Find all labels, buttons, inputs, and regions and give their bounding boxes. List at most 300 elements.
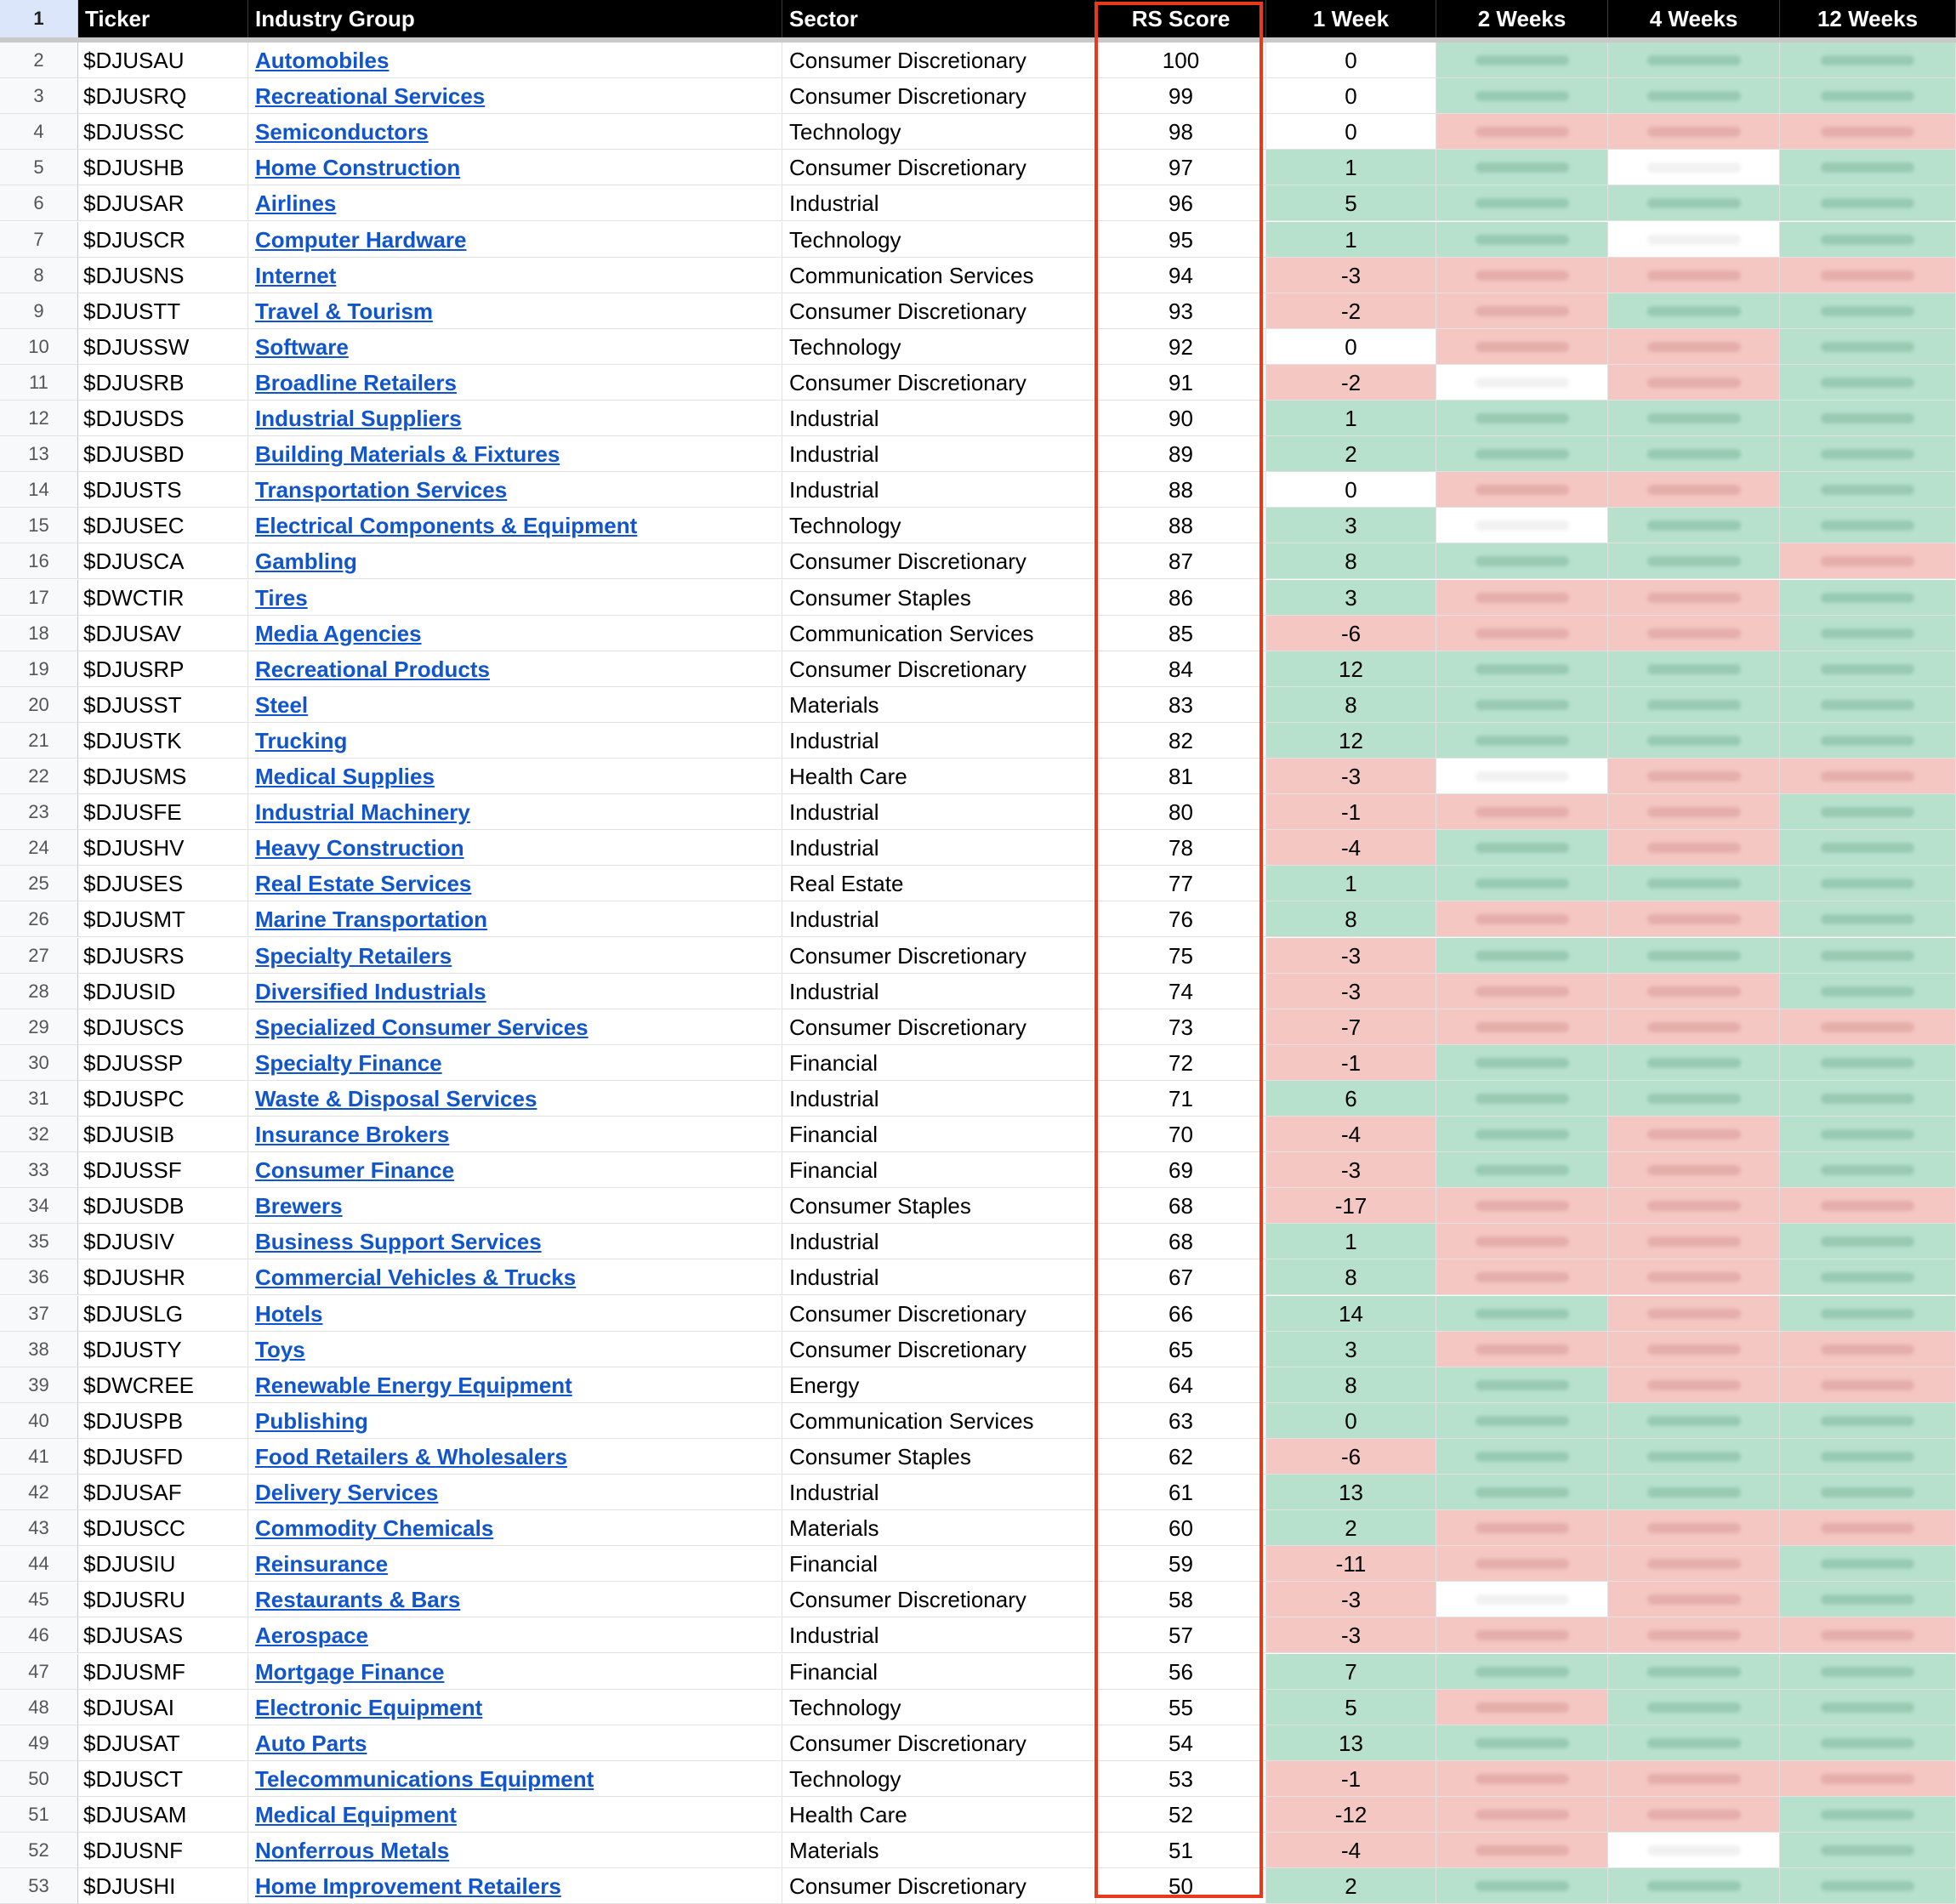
one-week-change-cell[interactable]: 13 [1266,1475,1436,1510]
industry-link[interactable]: Nonferrous Metals [255,1838,450,1863]
four-week-change-cell[interactable] [1608,1654,1780,1690]
one-week-change-cell[interactable]: 2 [1266,436,1436,472]
industry-link[interactable]: Semiconductors [255,119,429,145]
one-week-change-cell[interactable]: -3 [1266,258,1436,293]
two-week-change-cell[interactable] [1436,150,1608,185]
twelve-week-change-cell[interactable] [1780,1797,1956,1833]
row-number[interactable]: 3 [0,78,78,114]
sector-cell[interactable]: Technology [782,1690,1096,1725]
industry-cell[interactable] [248,1224,782,1259]
two-week-change-cell[interactable] [1436,1546,1608,1582]
four-week-change-cell[interactable] [1608,651,1780,687]
two-week-change-cell[interactable] [1436,1439,1608,1475]
twelve-week-change-cell[interactable] [1780,365,1956,401]
industry-link[interactable]: Restaurants & Bars [255,1587,461,1613]
twelve-week-change-cell[interactable] [1780,1117,1956,1152]
sector-cell[interactable]: Consumer Staples [782,1188,1096,1224]
rs-score-cell[interactable]: 94 [1096,258,1266,293]
ticker-cell[interactable]: $DJUSCT [78,1761,248,1797]
sector-cell[interactable]: Consumer Discretionary [782,543,1096,579]
row-number[interactable]: 37 [0,1296,78,1332]
industry-cell[interactable] [248,1546,782,1582]
ticker-cell[interactable]: $DJUSCA [78,543,248,579]
rs-score-cell[interactable]: 76 [1096,901,1266,937]
two-week-change-cell[interactable] [1436,1188,1608,1224]
industry-link[interactable]: Computer Hardware [255,226,467,253]
twelve-week-change-cell[interactable] [1780,1439,1956,1475]
ticker-cell[interactable]: $DJUSAI [78,1690,248,1725]
sector-cell[interactable]: Consumer Staples [782,580,1096,616]
ticker-cell[interactable]: $DJUSAS [78,1617,248,1653]
sector-cell[interactable]: Industrial [782,1475,1096,1510]
twelve-week-change-cell[interactable] [1780,1833,1956,1868]
row-number[interactable]: 12 [0,401,78,436]
industry-link[interactable]: Telecommunications Equipment [255,1765,594,1792]
ticker-cell[interactable]: $DJUSAM [78,1797,248,1833]
four-week-change-cell[interactable] [1608,974,1780,1009]
column-header-12-weeks[interactable]: 12 Weeks [1780,0,1956,37]
column-header-industry[interactable]: Industry Group [248,0,782,37]
four-week-change-cell[interactable] [1608,1690,1780,1725]
industry-cell[interactable] [248,401,782,436]
rs-score-cell[interactable]: 52 [1096,1797,1266,1833]
four-week-change-cell[interactable] [1608,329,1780,365]
sector-cell[interactable]: Industrial [782,974,1096,1009]
four-week-change-cell[interactable] [1608,1475,1780,1510]
one-week-change-cell[interactable]: 0 [1266,1403,1436,1439]
sector-cell[interactable]: Health Care [782,759,1096,794]
two-week-change-cell[interactable] [1436,1833,1608,1868]
sector-cell[interactable]: Financial [782,1045,1096,1081]
sector-cell[interactable]: Technology [782,508,1096,543]
one-week-change-cell[interactable]: -6 [1266,1439,1436,1475]
ticker-cell[interactable]: $DJUSSP [78,1045,248,1081]
twelve-week-change-cell[interactable] [1780,1332,1956,1367]
sector-cell[interactable]: Industrial [782,436,1096,472]
one-week-change-cell[interactable]: -6 [1266,616,1436,651]
twelve-week-change-cell[interactable] [1780,472,1956,508]
industry-link[interactable]: Heavy Construction [255,835,464,861]
row-number[interactable]: 9 [0,293,78,329]
two-week-change-cell[interactable] [1436,794,1608,830]
sector-cell[interactable]: Technology [782,1761,1096,1797]
industry-link[interactable]: Brewers [255,1193,343,1219]
ticker-cell[interactable]: $DJUSIB [78,1117,248,1152]
sector-cell[interactable]: Materials [782,1510,1096,1546]
rs-score-cell[interactable]: 96 [1096,185,1266,221]
two-week-change-cell[interactable] [1436,1224,1608,1259]
industry-link[interactable]: Diversified Industrials [255,978,486,1004]
ticker-cell[interactable]: $DJUSLG [78,1296,248,1332]
ticker-cell[interactable]: $DJUSTT [78,293,248,329]
twelve-week-change-cell[interactable] [1780,436,1956,472]
two-week-change-cell[interactable] [1436,1761,1608,1797]
four-week-change-cell[interactable] [1608,759,1780,794]
sector-cell[interactable]: Consumer Discretionary [782,365,1096,401]
sector-cell[interactable]: Industrial [782,901,1096,937]
one-week-change-cell[interactable]: -3 [1266,938,1436,974]
sector-cell[interactable]: Consumer Discretionary [782,43,1096,78]
industry-link[interactable]: Marine Transportation [255,907,488,933]
industry-link[interactable]: Electrical Components & Equipment [255,513,638,539]
rs-score-cell[interactable]: 67 [1096,1259,1266,1295]
four-week-change-cell[interactable] [1608,543,1780,579]
twelve-week-change-cell[interactable] [1780,1224,1956,1259]
ticker-cell[interactable]: $DJUSCS [78,1009,248,1045]
twelve-week-change-cell[interactable] [1780,974,1956,1009]
rs-score-cell[interactable]: 54 [1096,1725,1266,1761]
row-number[interactable]: 40 [0,1403,78,1439]
two-week-change-cell[interactable] [1436,258,1608,293]
ticker-cell[interactable]: $DJUSES [78,866,248,901]
sector-cell[interactable]: Financial [782,1152,1096,1188]
ticker-cell[interactable]: $DJUSAV [78,616,248,651]
row-number[interactable]: 16 [0,543,78,579]
column-header-sector[interactable]: Sector [782,0,1096,37]
sector-cell[interactable]: Consumer Discretionary [782,1332,1096,1367]
rs-score-cell[interactable]: 95 [1096,222,1266,258]
industry-link[interactable]: Auto Parts [255,1730,367,1756]
industry-link[interactable]: Transportation Services [255,477,508,503]
two-week-change-cell[interactable] [1436,1367,1608,1403]
industry-cell[interactable] [248,723,782,759]
ticker-cell[interactable]: $DJUSTS [78,472,248,508]
four-week-change-cell[interactable] [1608,580,1780,616]
one-week-change-cell[interactable]: -3 [1266,1152,1436,1188]
industry-link[interactable]: Internet [255,262,337,288]
industry-cell[interactable] [248,436,782,472]
sector-cell[interactable]: Industrial [782,723,1096,759]
ticker-cell[interactable]: $DJUSCR [78,222,248,258]
two-week-change-cell[interactable] [1436,293,1608,329]
two-week-change-cell[interactable] [1436,1582,1608,1617]
one-week-change-cell[interactable]: -2 [1266,293,1436,329]
ticker-cell[interactable]: $DJUSID [78,974,248,1009]
four-week-change-cell[interactable] [1608,901,1780,937]
rs-score-cell[interactable]: 99 [1096,78,1266,114]
ticker-cell[interactable]: $DJUSCC [78,1510,248,1546]
sector-cell[interactable]: Industrial [782,1617,1096,1653]
two-week-change-cell[interactable] [1436,687,1608,723]
industry-cell[interactable] [248,1332,782,1367]
ticker-cell[interactable]: $DJUSTY [78,1332,248,1367]
four-week-change-cell[interactable] [1608,436,1780,472]
row-number[interactable]: 50 [0,1761,78,1797]
rs-score-cell[interactable]: 60 [1096,1510,1266,1546]
rs-score-cell[interactable]: 97 [1096,150,1266,185]
one-week-change-cell[interactable]: -1 [1266,1045,1436,1081]
column-header-ticker[interactable]: Ticker [78,0,248,37]
rs-score-cell[interactable]: 82 [1096,723,1266,759]
industry-link[interactable]: Specialty Finance [255,1049,442,1076]
ticker-cell[interactable]: $DJUSNS [78,258,248,293]
industry-link[interactable]: Reinsurance [255,1551,389,1577]
industry-cell[interactable] [248,185,782,221]
rs-score-cell[interactable]: 66 [1096,1296,1266,1332]
industry-link[interactable]: Specialized Consumer Services [255,1014,589,1040]
industry-link[interactable]: Delivery Services [255,1480,439,1505]
twelve-week-change-cell[interactable] [1780,901,1956,937]
four-week-change-cell[interactable] [1608,78,1780,114]
industry-link[interactable]: Electronic Equipment [255,1694,483,1720]
two-week-change-cell[interactable] [1436,901,1608,937]
row-number[interactable]: 18 [0,616,78,651]
row-number[interactable]: 52 [0,1833,78,1868]
row-number[interactable]: 23 [0,794,78,830]
four-week-change-cell[interactable] [1608,1439,1780,1475]
twelve-week-change-cell[interactable] [1780,185,1956,221]
rs-score-cell[interactable]: 71 [1096,1081,1266,1117]
sector-cell[interactable]: Financial [782,1117,1096,1152]
twelve-week-change-cell[interactable] [1780,150,1956,185]
industry-link[interactable]: Medical Equipment [255,1801,457,1827]
ticker-cell[interactable]: $DJUSPC [78,1081,248,1117]
one-week-change-cell[interactable]: -3 [1266,1582,1436,1617]
industry-cell[interactable] [248,1188,782,1224]
sector-cell[interactable]: Industrial [782,830,1096,866]
ticker-cell[interactable]: $DJUSSC [78,114,248,150]
sector-cell[interactable]: Health Care [782,1797,1096,1833]
two-week-change-cell[interactable] [1436,78,1608,114]
ticker-cell[interactable]: $DJUSRS [78,938,248,974]
two-week-change-cell[interactable] [1436,580,1608,616]
twelve-week-change-cell[interactable] [1780,1081,1956,1117]
four-week-change-cell[interactable] [1608,938,1780,974]
two-week-change-cell[interactable] [1436,1868,1608,1904]
row-number[interactable]: 36 [0,1259,78,1295]
one-week-change-cell[interactable]: 7 [1266,1654,1436,1690]
industry-link[interactable]: Building Materials & Fixtures [255,441,560,468]
four-week-change-cell[interactable] [1608,1045,1780,1081]
ticker-cell[interactable]: $DJUSRP [78,651,248,687]
industry-cell[interactable] [248,43,782,78]
column-header-2-weeks[interactable]: 2 Weeks [1436,0,1608,37]
one-week-change-cell[interactable]: 12 [1266,651,1436,687]
one-week-change-cell[interactable]: -3 [1266,759,1436,794]
four-week-change-cell[interactable] [1608,723,1780,759]
industry-cell[interactable] [248,651,782,687]
sector-cell[interactable]: Consumer Discretionary [782,938,1096,974]
industry-link[interactable]: Industrial Machinery [255,799,470,826]
industry-link[interactable]: Publishing [255,1407,368,1434]
industry-cell[interactable] [248,1045,782,1081]
industry-cell[interactable] [248,150,782,185]
ticker-cell[interactable]: $DJUSDB [78,1188,248,1224]
industry-cell[interactable] [248,1761,782,1797]
row-number[interactable]: 20 [0,687,78,723]
sector-cell[interactable]: Industrial [782,1259,1096,1295]
column-header-4-weeks[interactable]: 4 Weeks [1608,0,1780,37]
row-number[interactable]: 2 [0,43,78,78]
one-week-change-cell[interactable]: 13 [1266,1725,1436,1761]
twelve-week-change-cell[interactable] [1780,1725,1956,1761]
industry-link[interactable]: Home Improvement Retailers [255,1873,561,1900]
two-week-change-cell[interactable] [1436,974,1608,1009]
twelve-week-change-cell[interactable] [1780,1690,1956,1725]
industry-cell[interactable] [248,1654,782,1690]
one-week-change-cell[interactable]: 12 [1266,723,1436,759]
twelve-week-change-cell[interactable] [1780,794,1956,830]
rs-score-cell[interactable]: 75 [1096,938,1266,974]
row-number[interactable]: 51 [0,1797,78,1833]
rs-score-cell[interactable]: 73 [1096,1009,1266,1045]
twelve-week-change-cell[interactable] [1780,1868,1956,1904]
two-week-change-cell[interactable] [1436,1296,1608,1332]
two-week-change-cell[interactable] [1436,1690,1608,1725]
row-number[interactable]: 8 [0,258,78,293]
twelve-week-change-cell[interactable] [1780,508,1956,543]
one-week-change-cell[interactable]: -3 [1266,1617,1436,1653]
industry-cell[interactable] [248,616,782,651]
industry-link[interactable]: Trucking [255,727,348,753]
two-week-change-cell[interactable] [1436,114,1608,150]
industry-link[interactable]: Aerospace [255,1623,368,1649]
industry-link[interactable]: Commercial Vehicles & Trucks [255,1265,577,1291]
row-number[interactable]: 10 [0,329,78,365]
sector-cell[interactable]: Financial [782,1654,1096,1690]
one-week-change-cell[interactable]: 2 [1266,1868,1436,1904]
one-week-change-cell[interactable]: -1 [1266,1761,1436,1797]
industry-link[interactable]: Media Agencies [255,620,422,646]
one-week-change-cell[interactable]: 8 [1266,687,1436,723]
industry-cell[interactable] [248,866,782,901]
industry-cell[interactable] [248,543,782,579]
two-week-change-cell[interactable] [1436,1152,1608,1188]
sector-cell[interactable]: Communication Services [782,258,1096,293]
industry-cell[interactable] [248,293,782,329]
row-number[interactable]: 4 [0,114,78,150]
two-week-change-cell[interactable] [1436,1725,1608,1761]
two-week-change-cell[interactable] [1436,1654,1608,1690]
twelve-week-change-cell[interactable] [1780,1045,1956,1081]
four-week-change-cell[interactable] [1608,365,1780,401]
row-number[interactable]: 44 [0,1546,78,1582]
industry-link[interactable]: Commodity Chemicals [255,1515,494,1542]
ticker-cell[interactable]: $DJUSFE [78,794,248,830]
sector-cell[interactable]: Technology [782,222,1096,258]
twelve-week-change-cell[interactable] [1780,78,1956,114]
one-week-change-cell[interactable]: 0 [1266,78,1436,114]
one-week-change-cell[interactable]: 1 [1266,222,1436,258]
one-week-change-cell[interactable]: 5 [1266,185,1436,221]
industry-cell[interactable] [248,974,782,1009]
four-week-change-cell[interactable] [1608,1224,1780,1259]
sector-cell[interactable]: Consumer Discretionary [782,293,1096,329]
sector-cell[interactable]: Materials [782,1833,1096,1868]
twelve-week-change-cell[interactable] [1780,258,1956,293]
one-week-change-cell[interactable]: 2 [1266,1510,1436,1546]
row-number[interactable]: 14 [0,472,78,508]
one-week-change-cell[interactable]: 14 [1266,1296,1436,1332]
one-week-change-cell[interactable]: 8 [1266,1367,1436,1403]
four-week-change-cell[interactable] [1608,1367,1780,1403]
one-week-change-cell[interactable]: 6 [1266,1081,1436,1117]
industry-link[interactable]: Consumer Finance [255,1157,455,1184]
industry-link[interactable]: Business Support Services [255,1229,542,1255]
row-number[interactable]: 31 [0,1081,78,1117]
twelve-week-change-cell[interactable] [1780,1761,1956,1797]
ticker-cell[interactable]: $DJUSEC [78,508,248,543]
ticker-cell[interactable]: $DJUSAR [78,185,248,221]
twelve-week-change-cell[interactable] [1780,401,1956,436]
four-week-change-cell[interactable] [1608,1797,1780,1833]
industry-link[interactable]: Broadline Retailers [255,369,457,395]
twelve-week-change-cell[interactable] [1780,938,1956,974]
four-week-change-cell[interactable] [1608,616,1780,651]
industry-cell[interactable] [248,508,782,543]
row-number[interactable]: 33 [0,1152,78,1188]
twelve-week-change-cell[interactable] [1780,1582,1956,1617]
sector-cell[interactable]: Consumer Discretionary [782,1296,1096,1332]
two-week-change-cell[interactable] [1436,365,1608,401]
rs-score-cell[interactable]: 74 [1096,974,1266,1009]
rs-score-cell[interactable]: 78 [1096,830,1266,866]
industry-link[interactable]: Renewable Energy Equipment [255,1372,572,1398]
ticker-cell[interactable]: $DJUSPB [78,1403,248,1439]
rs-score-cell[interactable]: 57 [1096,1617,1266,1653]
four-week-change-cell[interactable] [1608,43,1780,78]
industry-cell[interactable] [248,938,782,974]
four-week-change-cell[interactable] [1608,150,1780,185]
one-week-change-cell[interactable]: 1 [1266,866,1436,901]
sector-cell[interactable]: Technology [782,114,1096,150]
two-week-change-cell[interactable] [1436,543,1608,579]
industry-link[interactable]: Industrial Suppliers [255,406,462,431]
sector-cell[interactable]: Energy [782,1367,1096,1403]
industry-cell[interactable] [248,1510,782,1546]
rs-score-cell[interactable]: 81 [1096,759,1266,794]
row-number[interactable]: 30 [0,1045,78,1081]
row-number[interactable]: 25 [0,866,78,901]
four-week-change-cell[interactable] [1608,1617,1780,1653]
ticker-cell[interactable]: $DJUSHI [78,1868,248,1904]
row-number[interactable]: 39 [0,1367,78,1403]
one-week-change-cell[interactable]: 5 [1266,1690,1436,1725]
industry-cell[interactable] [248,1367,782,1403]
row-number[interactable]: 35 [0,1224,78,1259]
four-week-change-cell[interactable] [1608,1761,1780,1797]
rs-score-cell[interactable]: 63 [1096,1403,1266,1439]
rs-score-cell[interactable]: 98 [1096,114,1266,150]
twelve-week-change-cell[interactable] [1780,687,1956,723]
two-week-change-cell[interactable] [1436,723,1608,759]
two-week-change-cell[interactable] [1436,866,1608,901]
two-week-change-cell[interactable] [1436,401,1608,436]
four-week-change-cell[interactable] [1608,1259,1780,1295]
four-week-change-cell[interactable] [1608,687,1780,723]
four-week-change-cell[interactable] [1608,1117,1780,1152]
ticker-cell[interactable]: $DJUSIU [78,1546,248,1582]
industry-cell[interactable] [248,830,782,866]
industry-cell[interactable] [248,1797,782,1833]
one-week-change-cell[interactable]: -2 [1266,365,1436,401]
row-number[interactable]: 47 [0,1654,78,1690]
sector-cell[interactable]: Industrial [782,185,1096,221]
rs-score-cell[interactable]: 62 [1096,1439,1266,1475]
ticker-cell[interactable]: $DJUSBD [78,436,248,472]
two-week-change-cell[interactable] [1436,759,1608,794]
two-week-change-cell[interactable] [1436,43,1608,78]
two-week-change-cell[interactable] [1436,1009,1608,1045]
twelve-week-change-cell[interactable] [1780,580,1956,616]
four-week-change-cell[interactable] [1608,1296,1780,1332]
twelve-week-change-cell[interactable] [1780,43,1956,78]
one-week-change-cell[interactable]: -7 [1266,1009,1436,1045]
four-week-change-cell[interactable] [1608,830,1780,866]
ticker-cell[interactable]: $DJUSAF [78,1475,248,1510]
ticker-cell[interactable]: $DJUSDS [78,401,248,436]
two-week-change-cell[interactable] [1436,1045,1608,1081]
